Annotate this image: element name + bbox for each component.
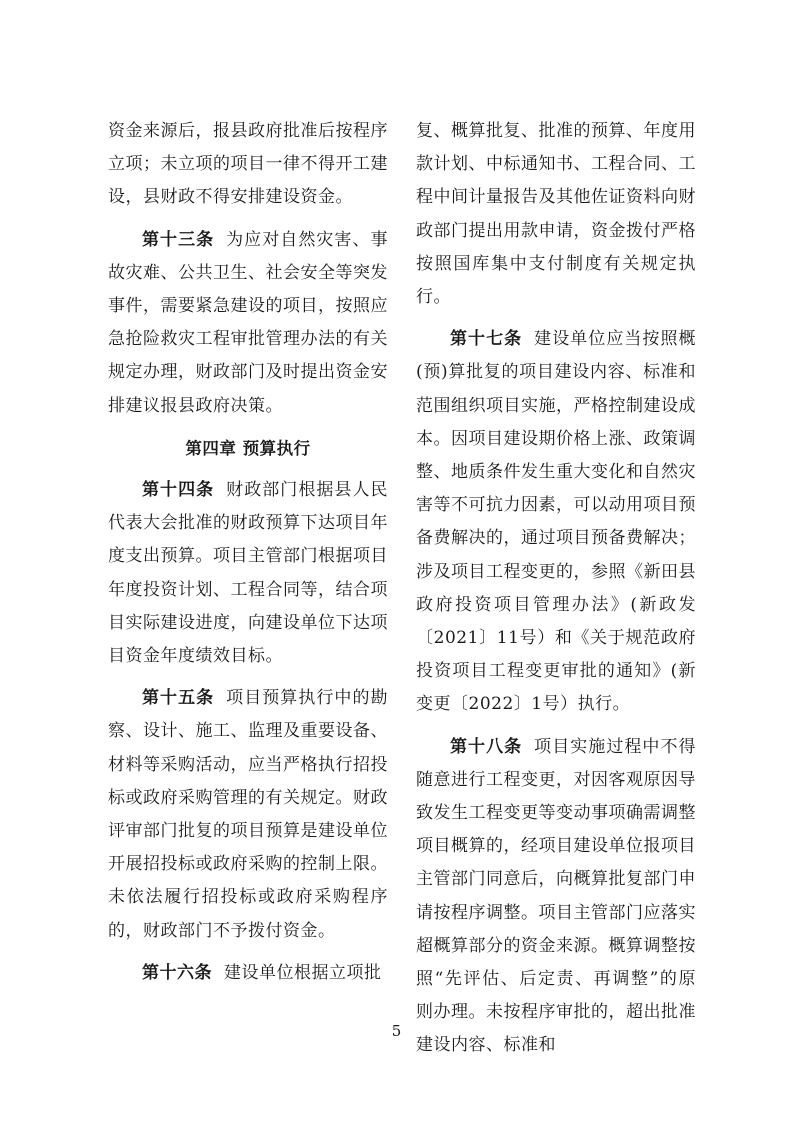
article-15 [108,682,388,948]
article-number: 第十五条 [142,688,215,709]
paragraph-continuation: 复、概算批复、批准的预算、年度用款计划、中标通知书、工程合同、工程中间计量报告及其他佐证资料向财政部门提出用款申请，资金拨付严格按照国库集中支付制度有关规定执行。 [416,121,696,308]
page-number: 5 [391,1022,402,1040]
article-text: 项目预算执行中的勘察、设计、施工、监理及重要设备、材料等采购活动，应当严格执行招投标或政府采购管理的有关规定。财政评审部门批复的项目预算是建设单位开展招投标或政府采购的控制上限。未依法履行招投标或政府采购程序的，财政部门不予拨付资金。 [108,688,389,941]
article-13 [108,224,388,423]
right-column [416,115,696,1072]
left-column [108,115,388,999]
article-17 [416,323,696,721]
article-text: 建设单位应当按照概(预)算批复的项目建设内容、标准和范围组织项目实施，严格控制建设成本。因项目建设期价格上涨、政策调整、地质条件发生重大变化和自然灾害等不可抗力因素，可以动用项目预备费解决的，通过项目预备费解决；涉及项目工程变更的，参照《新田县政府投资项目管理办法》(新政发〔2021〕11号）和《关于规范政府投资项目工程变更审批的通知》(新变更〔2022〕1号）执行。 [416,329,697,715]
article-number: 第十四条 [142,480,215,501]
article-16 [108,957,388,990]
chapter-heading: 第四章 预算执行 [185,438,311,458]
paragraph-continuation: 资金来源后，报县政府批准后按程序立项；未立项的项目一律不得开工建设，县财政不得安排建设资金。 [108,121,388,208]
article-14 [108,474,388,673]
article-number: 第十七条 [450,329,523,350]
article-number: 第十八条 [450,736,523,757]
article-number: 第十三条 [142,229,215,250]
article-18 [416,731,696,1063]
article-text: 为应对自然灾害、事故灾难、公共卫生、社会安全等突发事件，需要紧急建设的项目，按照应急抢险救灾工程审批管理办法的有关规定办理，财政部门及时提出资金安排建议报县政府决策。 [108,229,389,416]
article-text: 财政部门根据县人民代表大会批准的财政预算下达项目年度支出预算。项目主管部门根据项目年度投资计划、工程合同等，结合项目实际建设进度，向建设单位下达项目资金年度绩效目标。 [108,480,389,667]
article-text: 项目实施过程中不得随意进行工程变更，对因客观原因导致发生工程变更等变动事项确需调整项目概算的，经项目建设单位报项目主管部门同意后，向概算批复部门申请按程序调整。项目主管部门应落实超概算部分的资金来源。概算调整按照“先评估、后定责、再调整”的原则办理。未按程序审批的，超出批准建设内容、标准和 [416,736,697,1056]
article-number: 第十六条 [142,962,212,983]
article-text: 建设单位根据立项批 [224,962,382,983]
